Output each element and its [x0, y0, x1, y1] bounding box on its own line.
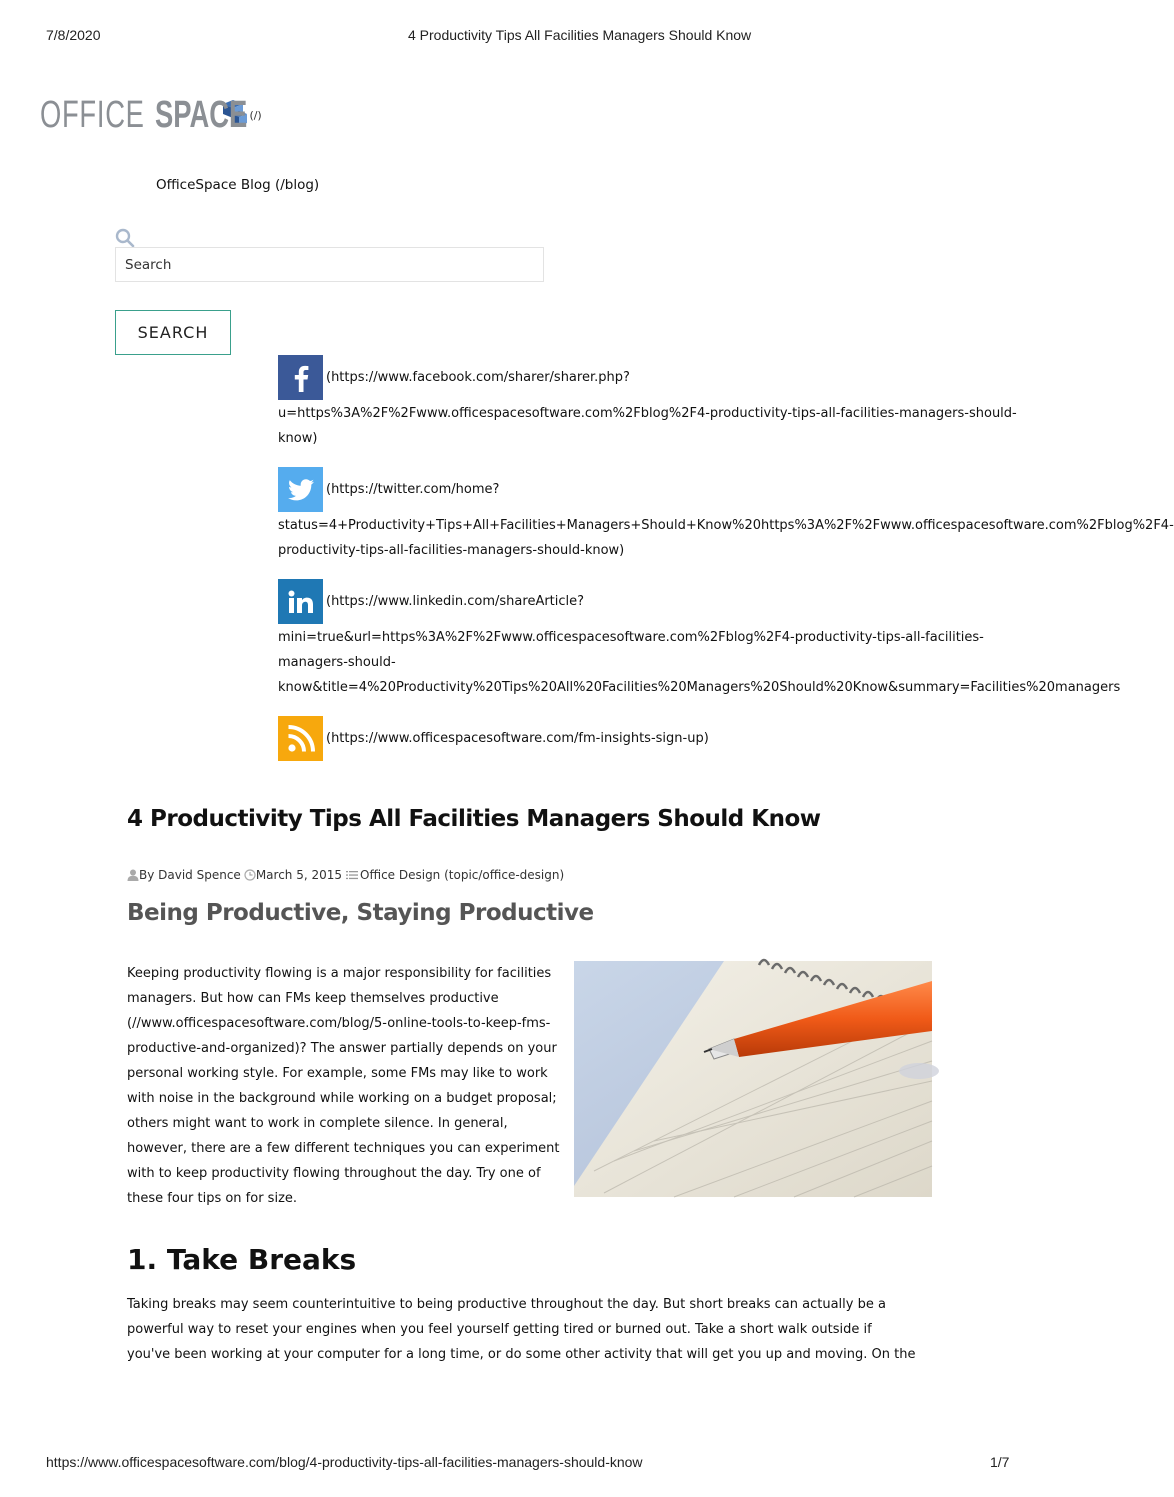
intro-paragraph [127, 961, 560, 1211]
facebook-icon [291, 364, 311, 392]
take-breaks-line: you've been working at your computer for a long time, or do some other activity that will get you up and moving. On the [127, 1347, 916, 1362]
facebook-share-link-1[interactable]: (https://www.facebook.com/sharer/sharer.php? [326, 370, 630, 385]
linkedin-share-link-2[interactable]: mini=true&url=https%3A%2F%2Fwww.officespacesoftware.com%2Fblog%2F4-productivity-tips-all-facilities- [278, 630, 984, 645]
rss-icon [287, 725, 315, 753]
intro-line: personal working style. For example, some FMs may like to work [127, 1066, 548, 1081]
article-category-link[interactable]: Office Design (topic/office-design) [360, 868, 565, 882]
linkedin-icon [288, 590, 314, 614]
notebook-pen-photo [574, 961, 932, 1197]
rss-subscribe-button[interactable] [278, 716, 323, 761]
facebook-share-button[interactable] [278, 355, 323, 400]
logo-link-text: (/) [249, 108, 262, 122]
twitter-icon [288, 479, 314, 501]
facebook-share-link-2[interactable]: u=https%3A%2F%2Fwww.officespacesoftware.com%2Fblog%2F4-productivity-tips-all-facilities-managers-should- [278, 406, 1017, 421]
search-button[interactable]: SEARCH [115, 310, 231, 355]
print-page-number: 1/7 [990, 1454, 1010, 1470]
site-logo[interactable] [40, 95, 262, 135]
intro-line: others might want to work in complete silence. In general, [127, 1116, 508, 1131]
take-breaks-line: powerful way to reset your engines when you feel yourself getting tired or burned out. Take a short walk outside if [127, 1322, 872, 1337]
list-icon [346, 869, 358, 881]
logo-office-text: OFFICE [40, 94, 145, 136]
article-date: March 5, 2015 [255, 868, 343, 882]
twitter-share-link-2[interactable]: status=4+Productivity+Tips+All+Facilities+Managers+Should+Know%20https%3A%2F%2Fwww.officespacesoftware.com%2Fblog%2F4- [278, 518, 1174, 533]
intro-line: however, there are a few different techniques you can experiment [127, 1141, 560, 1156]
linkedin-share-link-3[interactable]: managers-should- [278, 655, 396, 670]
article-title: 4 Productivity Tips All Facilities Managers Should Know [127, 806, 821, 832]
intro-line: with noise in the background while working on a budget proposal; [127, 1091, 557, 1106]
article-author[interactable]: By David Spence [139, 868, 241, 882]
linkedin-share-link-4[interactable]: know&title=4%20Productivity%20Tips%20All%20Facilities%20Managers%20Should%20Know&summary=Facilities%20managers [278, 680, 1121, 695]
section-heading-take-breaks: 1. Take Breaks [127, 1243, 357, 1276]
intro-line: Keeping productivity flowing is a major responsibility for facilities [127, 966, 552, 981]
twitter-share-link-1[interactable]: (https://twitter.com/home? [326, 482, 500, 497]
print-footer-url: https://www.officespacesoftware.com/blog/4-productivity-tips-all-facilities-managers-should-know [46, 1454, 643, 1470]
article-subtitle: Being Productive, Staying Productive [127, 900, 594, 926]
twitter-share-button[interactable] [278, 467, 323, 512]
intro-line: with to keep productivity flowing throughout the day. Try one of [127, 1166, 541, 1181]
intro-link-line[interactable]: productive-and-organized)? The answer partially depends on your [127, 1041, 557, 1056]
article-meta [127, 868, 564, 882]
rss-subscribe-link[interactable]: (https://www.officespacesoftware.com/fm-insights-sign-up) [326, 731, 709, 746]
search-input[interactable] [115, 247, 544, 282]
intro-line: managers. But how can FMs keep themselves productive [127, 991, 499, 1006]
print-title: 4 Productivity Tips All Facilities Managers Should Know [408, 27, 752, 43]
take-breaks-paragraph [127, 1292, 915, 1367]
print-date: 7/8/2020 [46, 27, 101, 43]
intro-link-line[interactable]: (//www.officespacesoftware.com/blog/5-online-tools-to-keep-fms- [127, 1016, 551, 1031]
search-icon [115, 228, 135, 248]
facebook-share-link-3[interactable]: know) [278, 431, 318, 446]
intro-line: these four tips on for size. [127, 1191, 298, 1206]
linkedin-share-link-1[interactable]: (https://www.linkedin.com/shareArticle? [326, 594, 585, 609]
linkedin-share-button[interactable] [278, 579, 323, 624]
twitter-share-link-3[interactable]: productivity-tips-all-facilities-managers-should-know) [278, 543, 625, 558]
take-breaks-line: Taking breaks may seem counterintuitive to being productive throughout the day. But short breaks can actually be a [127, 1297, 886, 1312]
clock-icon [244, 869, 256, 881]
logo-space-text: SPACE [155, 94, 248, 136]
blog-nav-link[interactable]: OfficeSpace Blog (/blog) [156, 177, 320, 193]
user-icon [127, 869, 139, 881]
